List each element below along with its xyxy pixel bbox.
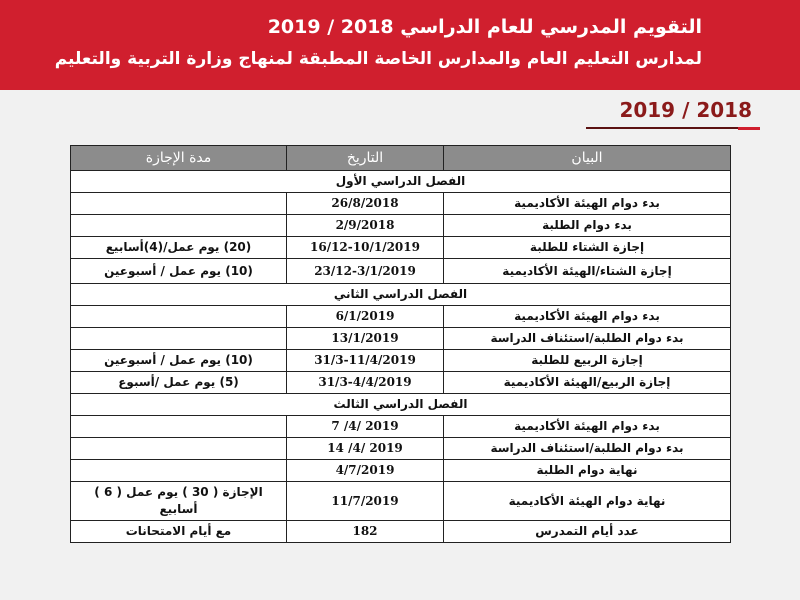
total-row <box>71 521 731 543</box>
table-row <box>71 350 731 372</box>
table-row <box>71 306 731 328</box>
item-cell: بدء دوام الطلبة/استئناف الدراسة <box>444 438 731 460</box>
item-cell: بدء دوام الهيئة الأكاديمية <box>444 306 731 328</box>
section-row <box>71 171 731 193</box>
table-row <box>71 259 731 284</box>
item-cell: بدء دوام الهيئة الأكاديمية <box>444 193 731 215</box>
date-cell: 2/9/2018 <box>287 215 444 237</box>
duration-cell: (20) يوم عمل/(4)أسابيع <box>71 237 287 259</box>
table-row <box>71 193 731 215</box>
table-row <box>71 482 731 521</box>
duration-cell: (10) يوم عمل / أسبوعين <box>71 350 287 372</box>
year-underline-accent <box>738 127 760 130</box>
table-row <box>71 438 731 460</box>
item-cell: بدء دوام الطلبة/استئناف الدراسة <box>444 328 731 350</box>
section-title: الفصل الدراسي الأول <box>71 171 731 193</box>
column-header-date: التاريخ <box>287 146 444 171</box>
table-row <box>71 460 731 482</box>
item-cell: إجازة الشتاء للطلبة <box>444 237 731 259</box>
page-subtitle: لمدارس التعليم العام والمدارس الخاصة المطبقة لمنهاج وزارة التربية والتعليم <box>54 49 702 69</box>
date-cell: 31/3-4/4/2019 <box>287 372 444 394</box>
item-cell: نهاية دوام الهيئة الأكاديمية <box>444 482 731 521</box>
date-cell: 16/12-10/1/2019 <box>287 237 444 259</box>
total-days: 182 <box>287 521 444 543</box>
table-row <box>71 328 731 350</box>
header-banner <box>0 0 800 90</box>
table-row <box>71 215 731 237</box>
date-cell: 6/1/2019 <box>287 306 444 328</box>
table-header-row <box>71 146 731 171</box>
page-title: التقويم المدرسي للعام الدراسي 2018 / 2019 <box>267 16 702 38</box>
table-row <box>71 416 731 438</box>
item-cell: إجازة الربيع للطلبة <box>444 350 731 372</box>
date-cell: 26/8/2018 <box>287 193 444 215</box>
table-row <box>71 372 731 394</box>
date-cell: 23/12-3/1/2019 <box>287 259 444 284</box>
calendar-table <box>70 145 731 543</box>
duration-cell <box>71 438 287 460</box>
item-cell: نهاية دوام الطلبة <box>444 460 731 482</box>
duration-cell <box>71 460 287 482</box>
section-title: الفصل الدراسي الثالث <box>71 394 731 416</box>
item-cell: إجازة الشتاء/الهيئة الأكاديمية <box>444 259 731 284</box>
total-label: عدد أيام التمدرس <box>444 521 731 543</box>
section-title: الفصل الدراسي الثاني <box>71 284 731 306</box>
duration-cell <box>71 416 287 438</box>
duration-cell: (5) يوم عمل /أسبوع <box>71 372 287 394</box>
section-row <box>71 394 731 416</box>
column-header-duration: مدة الإجازة <box>71 146 287 171</box>
duration-cell: الإجازة ( 30 ) يوم عمل ( 6 ) أسابيع <box>71 482 287 521</box>
year-label: 2019 / 2018 <box>619 98 752 122</box>
date-cell: 13/1/2019 <box>287 328 444 350</box>
year-underline <box>586 127 738 129</box>
date-cell: 31/3-11/4/2019 <box>287 350 444 372</box>
item-cell: إجازة الربيع/الهيئة الأكاديمية <box>444 372 731 394</box>
duration-cell: (10) يوم عمل / أسبوعين <box>71 259 287 284</box>
column-header-item: البيان <box>444 146 731 171</box>
item-cell: بدء دوام الهيئة الأكاديمية <box>444 416 731 438</box>
duration-cell <box>71 328 287 350</box>
duration-cell <box>71 193 287 215</box>
section-row <box>71 284 731 306</box>
date-cell: 4/7/2019 <box>287 460 444 482</box>
duration-cell <box>71 215 287 237</box>
table-row <box>71 237 731 259</box>
duration-cell <box>71 306 287 328</box>
date-cell: 11/7/2019 <box>287 482 444 521</box>
date-cell: 14 /4/ 2019 <box>287 438 444 460</box>
total-note: مع أيام الامتحانات <box>71 521 287 543</box>
item-cell: بدء دوام الطلبة <box>444 215 731 237</box>
date-cell: 7 /4/ 2019 <box>287 416 444 438</box>
